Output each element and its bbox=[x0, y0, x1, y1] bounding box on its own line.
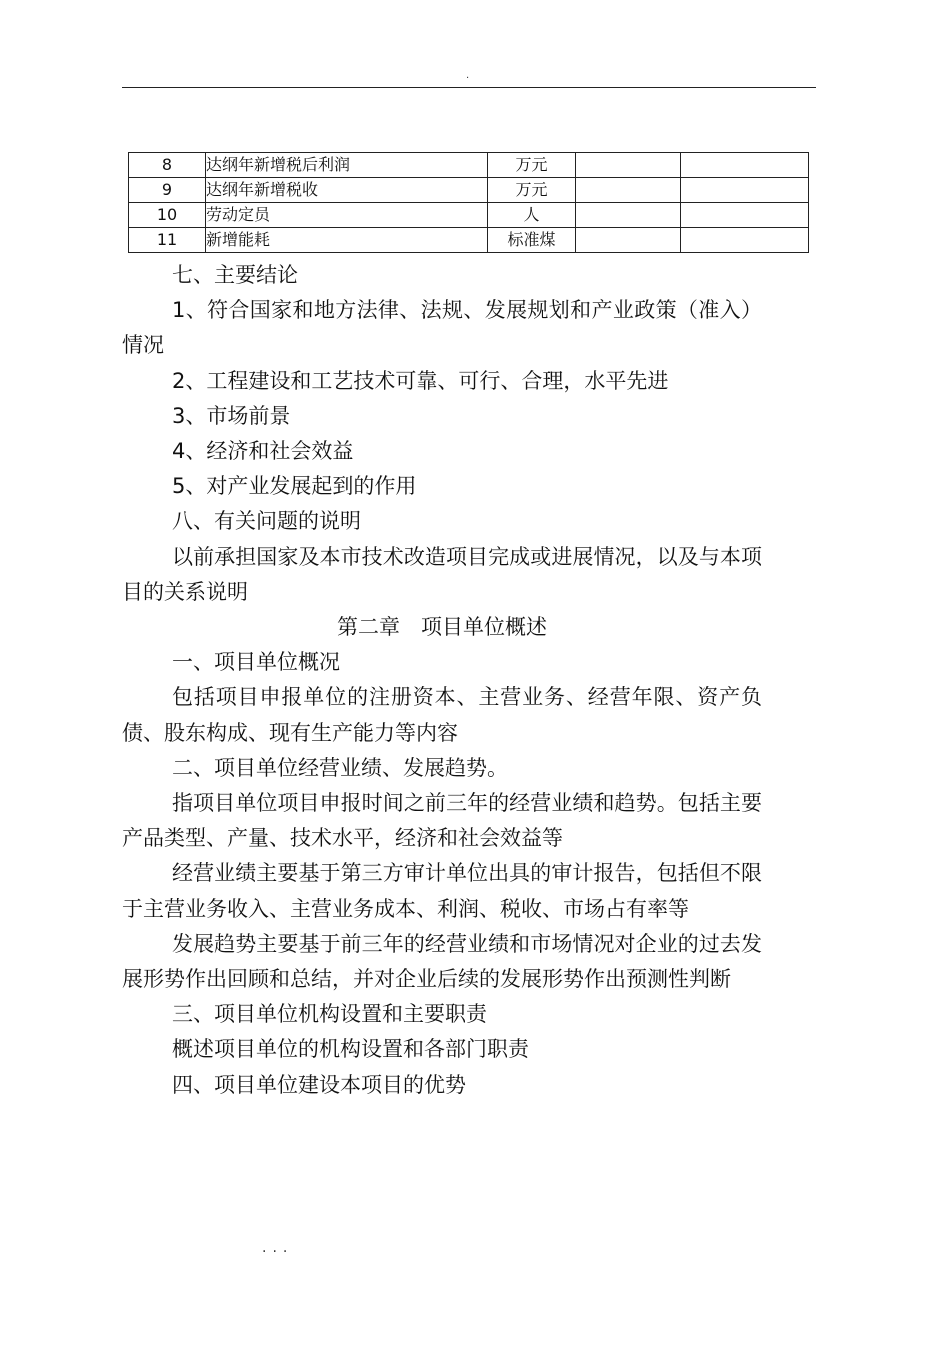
overview-paragraph: 包括项目申报单位的注册资本、主营业务、经营年限、资产负债、股东构成、现有生产能力等内容 bbox=[122, 685, 762, 745]
table-row bbox=[129, 178, 809, 203]
section-heading-organization: 三、项目单位机构设置和主要职责 bbox=[172, 1002, 487, 1027]
organization-paragraph: 概述项目单位的机构设置和各部门职责 bbox=[172, 1037, 529, 1062]
conclusion-item-4: 4、经济和社会效益 bbox=[172, 439, 354, 464]
row-name: 劳动定员 bbox=[206, 203, 488, 228]
body-text bbox=[122, 258, 762, 1103]
row-name: 新增能耗 bbox=[206, 228, 488, 253]
row-unit: 标准煤 bbox=[488, 228, 576, 253]
row-value-1 bbox=[576, 228, 681, 253]
row-value-1 bbox=[576, 178, 681, 203]
section-heading-conclusions: 七、主要结论 bbox=[172, 263, 298, 287]
performance-paragraph-2: 经营业绩主要基于第三方审计单位出具的审计报告，包括但不限于主营业务收入、主营业务成本、利润、税收、市场占有率等 bbox=[122, 861, 762, 921]
section-heading-issues: 八、有关问题的说明 bbox=[172, 509, 361, 534]
indicator-table bbox=[128, 152, 809, 253]
section-heading-performance: 二、项目单位经营业绩、发展趋势。 bbox=[172, 755, 508, 780]
row-name: 达纲年新增税后利润 bbox=[206, 153, 488, 178]
section-heading-overview: 一、项目单位概况 bbox=[172, 650, 340, 675]
row-number: 11 bbox=[129, 228, 206, 253]
row-number: 10 bbox=[129, 203, 206, 228]
row-number: 8 bbox=[129, 153, 206, 178]
header-mark: . bbox=[466, 70, 470, 81]
row-number: 9 bbox=[129, 178, 206, 203]
conclusion-item-3: 3、市场前景 bbox=[172, 403, 291, 428]
footer-mark: ... bbox=[262, 1240, 294, 1256]
row-value-1 bbox=[576, 153, 681, 178]
conclusion-item-5: 5、对产业发展起到的作用 bbox=[172, 474, 417, 499]
conclusion-item-1: 1、符合国家和地方法律、法规、发展规划和产业政策（准入）情况 bbox=[122, 298, 762, 358]
row-unit: 人 bbox=[488, 203, 576, 228]
performance-paragraph-1: 指项目单位项目申报时间之前三年的经营业绩和趋势。包括主要产品类型、产量、技术水平，经济和社会效益等 bbox=[122, 791, 762, 851]
row-unit: 万元 bbox=[488, 178, 576, 203]
performance-paragraph-3: 发展趋势主要基于前三年的经营业绩和市场情况对企业的过去发展形势作出回顾和总结，并对企业后续的发展形势作出预测性判断 bbox=[122, 931, 762, 992]
conclusion-item-2: 2、工程建设和工艺技术可靠、可行、合理，水平先进 bbox=[172, 368, 669, 393]
row-value-2 bbox=[681, 203, 809, 228]
row-unit: 万元 bbox=[488, 153, 576, 178]
issues-paragraph: 以前承担国家及本市技术改造项目完成或进展情况，以及与本项目的关系说明 bbox=[122, 544, 762, 604]
table-row bbox=[129, 153, 809, 178]
header-rule bbox=[122, 87, 816, 88]
row-value-2 bbox=[681, 153, 809, 178]
chapter-title: 第二章 项目单位概述 bbox=[337, 615, 547, 640]
row-value-1 bbox=[576, 203, 681, 228]
table-row bbox=[129, 228, 809, 253]
row-name: 达纲年新增税收 bbox=[206, 178, 488, 203]
section-heading-advantages: 四、项目单位建设本项目的优势 bbox=[172, 1072, 466, 1097]
row-value-2 bbox=[681, 178, 809, 203]
table-row bbox=[129, 203, 809, 228]
row-value-2 bbox=[681, 228, 809, 253]
